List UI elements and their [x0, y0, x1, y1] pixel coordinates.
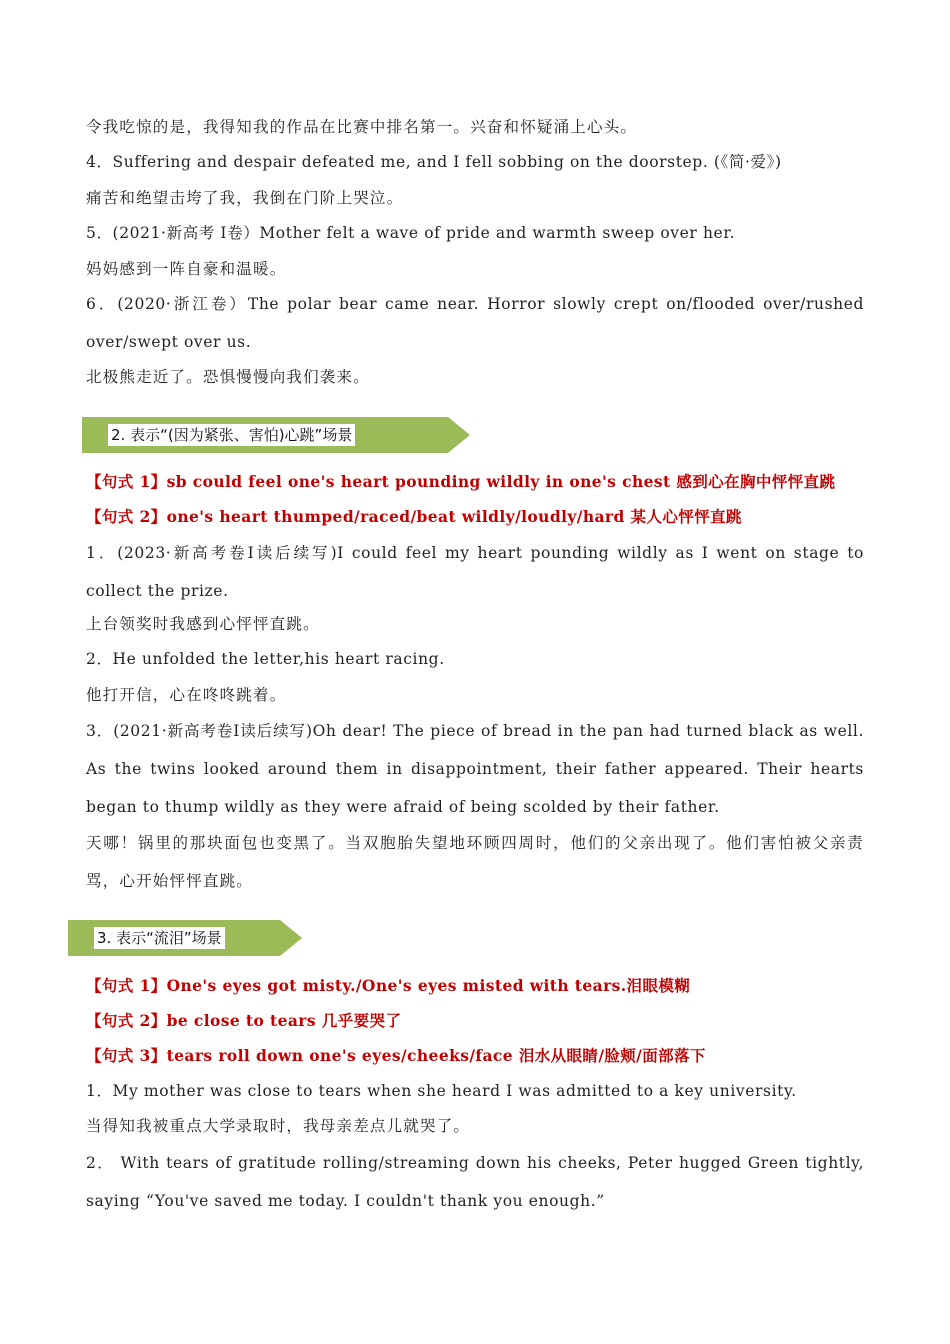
intro-line: 妈妈感到一阵自豪和温暖。 — [86, 260, 287, 278]
section-2-example-1-translation: 上台领奖时我感到心怦怦直跳。 — [86, 615, 320, 633]
pattern-line: 【句式 3】tears roll down one's eyes/cheeks/face 泪水从眼睛/脸颊/面部落下 — [86, 1046, 706, 1065]
section-2-banner — [82, 417, 472, 453]
example-6: 6．(2020·浙江卷）The polar bear came near. Horror slowly crept on/flooded over/rushed over/swept over us. — [86, 295, 864, 351]
intro-line: 令我吃惊的是，我得知我的作品在比赛中排名第一。兴奋和怀疑涌上心头。 — [86, 118, 638, 136]
intro-line: 4．Suffering and despair defeated me, and I fell sobbing on the doorstep. (《简·爱》) — [86, 153, 782, 171]
intro-line: 痛苦和绝望击垮了我，我倒在门阶上哭泣。 — [86, 189, 404, 207]
pattern-line: 【句式 1】One's eyes got misty./One's eyes misted with tears.泪眼模糊 — [86, 976, 691, 995]
intro-line: 5．(2021·新高考 Ⅰ卷）Mother felt a wave of pride and warmth sweep over her. — [86, 224, 736, 242]
pattern-line: 【句式 2】be close to tears 几乎要哭了 — [86, 1011, 402, 1030]
example-6-translation: 北极熊走近了。恐惧慢慢向我们袭来。 — [86, 368, 370, 386]
section-3-example-2: 2． With tears of gratitude rolling/streaming down his cheeks, Peter hugged Green tightly, saying “You've saved me today. I couldn't thank you enough.” — [86, 1154, 864, 1210]
pattern-line: 【句式 1】sb could feel one's heart pounding wildly in one's chest 感到心在胸中怦怦直跳 — [86, 472, 836, 491]
section-3-example-1-translation: 当得知我被重点大学录取时，我母亲差点儿就哭了。 — [86, 1117, 471, 1135]
section-2-example-1: 1．(2023·新高考卷Ⅰ读后续写)I could feel my heart pounding wildly as I went on stage to collect the prize. — [86, 544, 864, 600]
section-3-title: 3. 表示“流泪”场景 — [94, 927, 225, 949]
section-2-example-2: 2．He unfolded the letter,his heart racing. — [86, 650, 445, 668]
section-2-example-2-translation: 他打开信，心在咚咚跳着。 — [86, 686, 287, 704]
section-2-example-3: 3．(2021·新高考卷Ⅰ读后续写)Oh dear! The piece of bread in the pan had turned black as well. As the twins looked around them in disappointment, their father appeared. Their hearts began to thump wildly as they were afraid of being scolded by their father. — [86, 722, 864, 816]
section-2-title: 2. 表示“(因为紧张、害怕)心跳”场景 — [108, 424, 355, 446]
section-3-example-1: 1．My mother was close to tears when she heard I was admitted to a key university. — [86, 1082, 797, 1100]
section-3-banner — [68, 920, 302, 956]
pattern-line: 【句式 2】one's heart thumped/raced/beat wildly/loudly/hard 某人心怦怦直跳 — [86, 507, 742, 526]
section-2-example-3-translation: 天哪！锅里的那块面包也变黑了。当双胞胎失望地环顾四周时，他们的父亲出现了。他们害怕被父亲责骂，心开始怦怦直跳。 — [86, 834, 864, 890]
